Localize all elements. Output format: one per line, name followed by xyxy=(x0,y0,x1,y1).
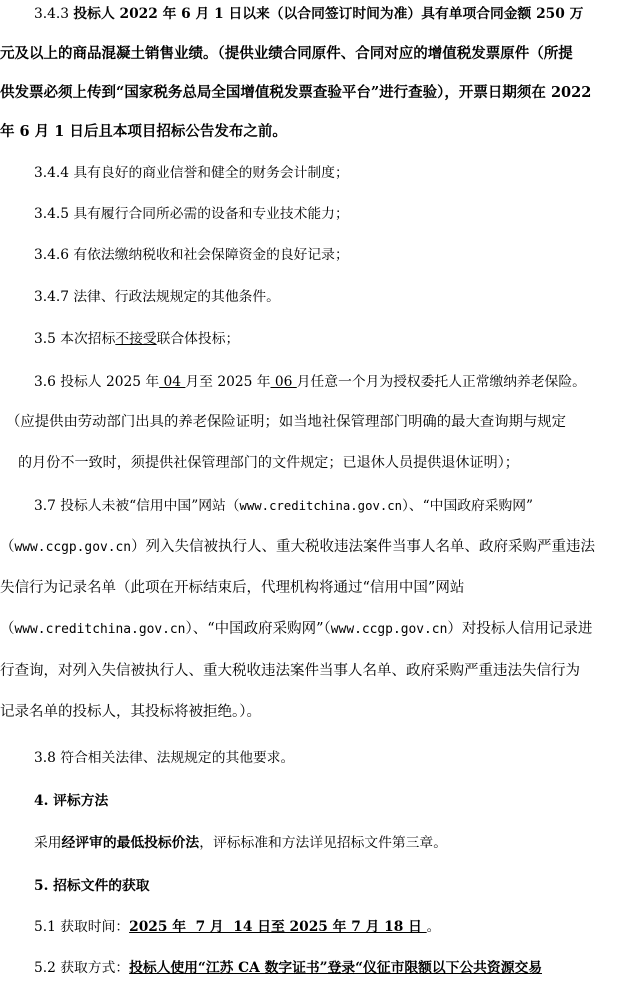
creditchina-link: www.creditchina.gov.cn xyxy=(239,499,402,513)
clause-3-4-3-line-4: 年 6 月 1 日后且本项目招标公告发布之前。 xyxy=(0,123,287,140)
clause-3-6-line-2: （应提供由劳动部门出具的养老保险证明；如当地社保管理部门明确的最大查询期与规定 xyxy=(6,414,567,430)
end-month: 06 xyxy=(270,374,297,390)
acquisition-method: 投标人使用“江苏 CA 数字证书”登录“仪征市限额以下公共资源交易 xyxy=(129,960,542,976)
clause-3-4-3-line-2: 元及以上的商品混凝土销售业绩。（提供业绩合同原件、合同对应的增值税发票原件（所提 xyxy=(0,45,573,62)
clause-3-5: 3.5 本次招标不接受联合体投标； xyxy=(34,331,240,347)
clause-3-4-7: 3.4.7 法律、行政法规规定的其他条件。 xyxy=(34,289,280,305)
clause-3-7-line-4: （www.creditchina.gov.cn）、“中国政府采购网”（www.ccgp.gov.cn）对投标人信用记录进 xyxy=(0,621,593,637)
section-4-heading: 4. 评标方法 xyxy=(34,793,109,809)
start-month: 04 xyxy=(159,374,186,390)
clause-3-6-line-3: 的月份不一致时，须提供社保管理部门的文件规定；已退休人员提供退休证明）； xyxy=(18,455,519,471)
clause-3-4-5: 3.4.5 具有履行合同所必需的设备和专业技术能力； xyxy=(34,206,349,222)
clause-3-8: 3.8 符合相关法律、法规规定的其他要求。 xyxy=(34,750,295,766)
clause-3-4-6: 3.4.6 有依法缴纳税收和社会保障资金的良好记录； xyxy=(34,247,349,263)
acquisition-time: 2025 年 7 月 14 日至 2025 年 7 月 18 日 xyxy=(129,919,427,935)
clause-3-4-4: 3.4.4 具有良好的商业信誉和健全的财务会计制度； xyxy=(34,165,349,181)
section-5-heading: 5. 招标文件的获取 xyxy=(34,878,150,894)
ccgp-link-2: www.ccgp.gov.cn xyxy=(330,622,448,637)
clause-3-4-3-line-1: 3.4.3 投标人 2022 年 6 月 1 日以来（以合同签订时间为准）具有单项合同金额 250 万 xyxy=(34,6,584,22)
clause-3-7-line-3: 失信行为记录名单（此项在开标结束后，代理机构将通过“信用中国”网站 xyxy=(0,580,465,596)
clause-3-7-line-1: 3.7 投标人未被“信用中国”网站（www.creditchina.gov.cn）、“中国政府采购网” xyxy=(34,498,534,514)
evaluation-method: 经评审的最低投标价法 xyxy=(61,835,200,851)
clause-3-4-3-line-3: 供发票必须上传到“国家税务总局全国增值税发票查验平台”进行查验），开票日期须在 2022 xyxy=(0,84,592,101)
section-4-body: 采用经评审的最低投标价法，评标标准和方法详见招标文件第三章。 xyxy=(34,835,447,851)
clause-5-2: 5.2 获取方式：投标人使用“江苏 CA 数字证书”登录“仪征市限额以下公共资源交易 xyxy=(34,960,542,976)
creditchina-link-2: www.creditchina.gov.cn xyxy=(14,622,186,637)
ccgp-link: www.ccgp.gov.cn xyxy=(14,540,132,555)
clause-3-7-line-2: （www.ccgp.gov.cn）列入失信被执行人、重大税收违法案件当事人名单、政府采购严重违法 xyxy=(0,539,596,555)
not-accepted-text: 不接受 xyxy=(115,331,157,347)
clause-5-1: 5.1 获取时间：2025 年 7 月 14 日至 2025 年 7 月 18 日 。 xyxy=(34,919,441,935)
clause-3-7-line-5: 行查询，对列入失信被执行人、重大税收违法案件当事人名单、政府采购严重违法失信行为 xyxy=(0,663,580,679)
clause-3-6-line-1: 3.6 投标人 2025 年 04 月至 2025 年 06 月任意一个月为授权委托人正常缴纳养老保险。 xyxy=(34,374,586,390)
clause-3-7-line-6: 记录名单的投标人，其投标将被拒绝。）。 xyxy=(0,704,261,720)
